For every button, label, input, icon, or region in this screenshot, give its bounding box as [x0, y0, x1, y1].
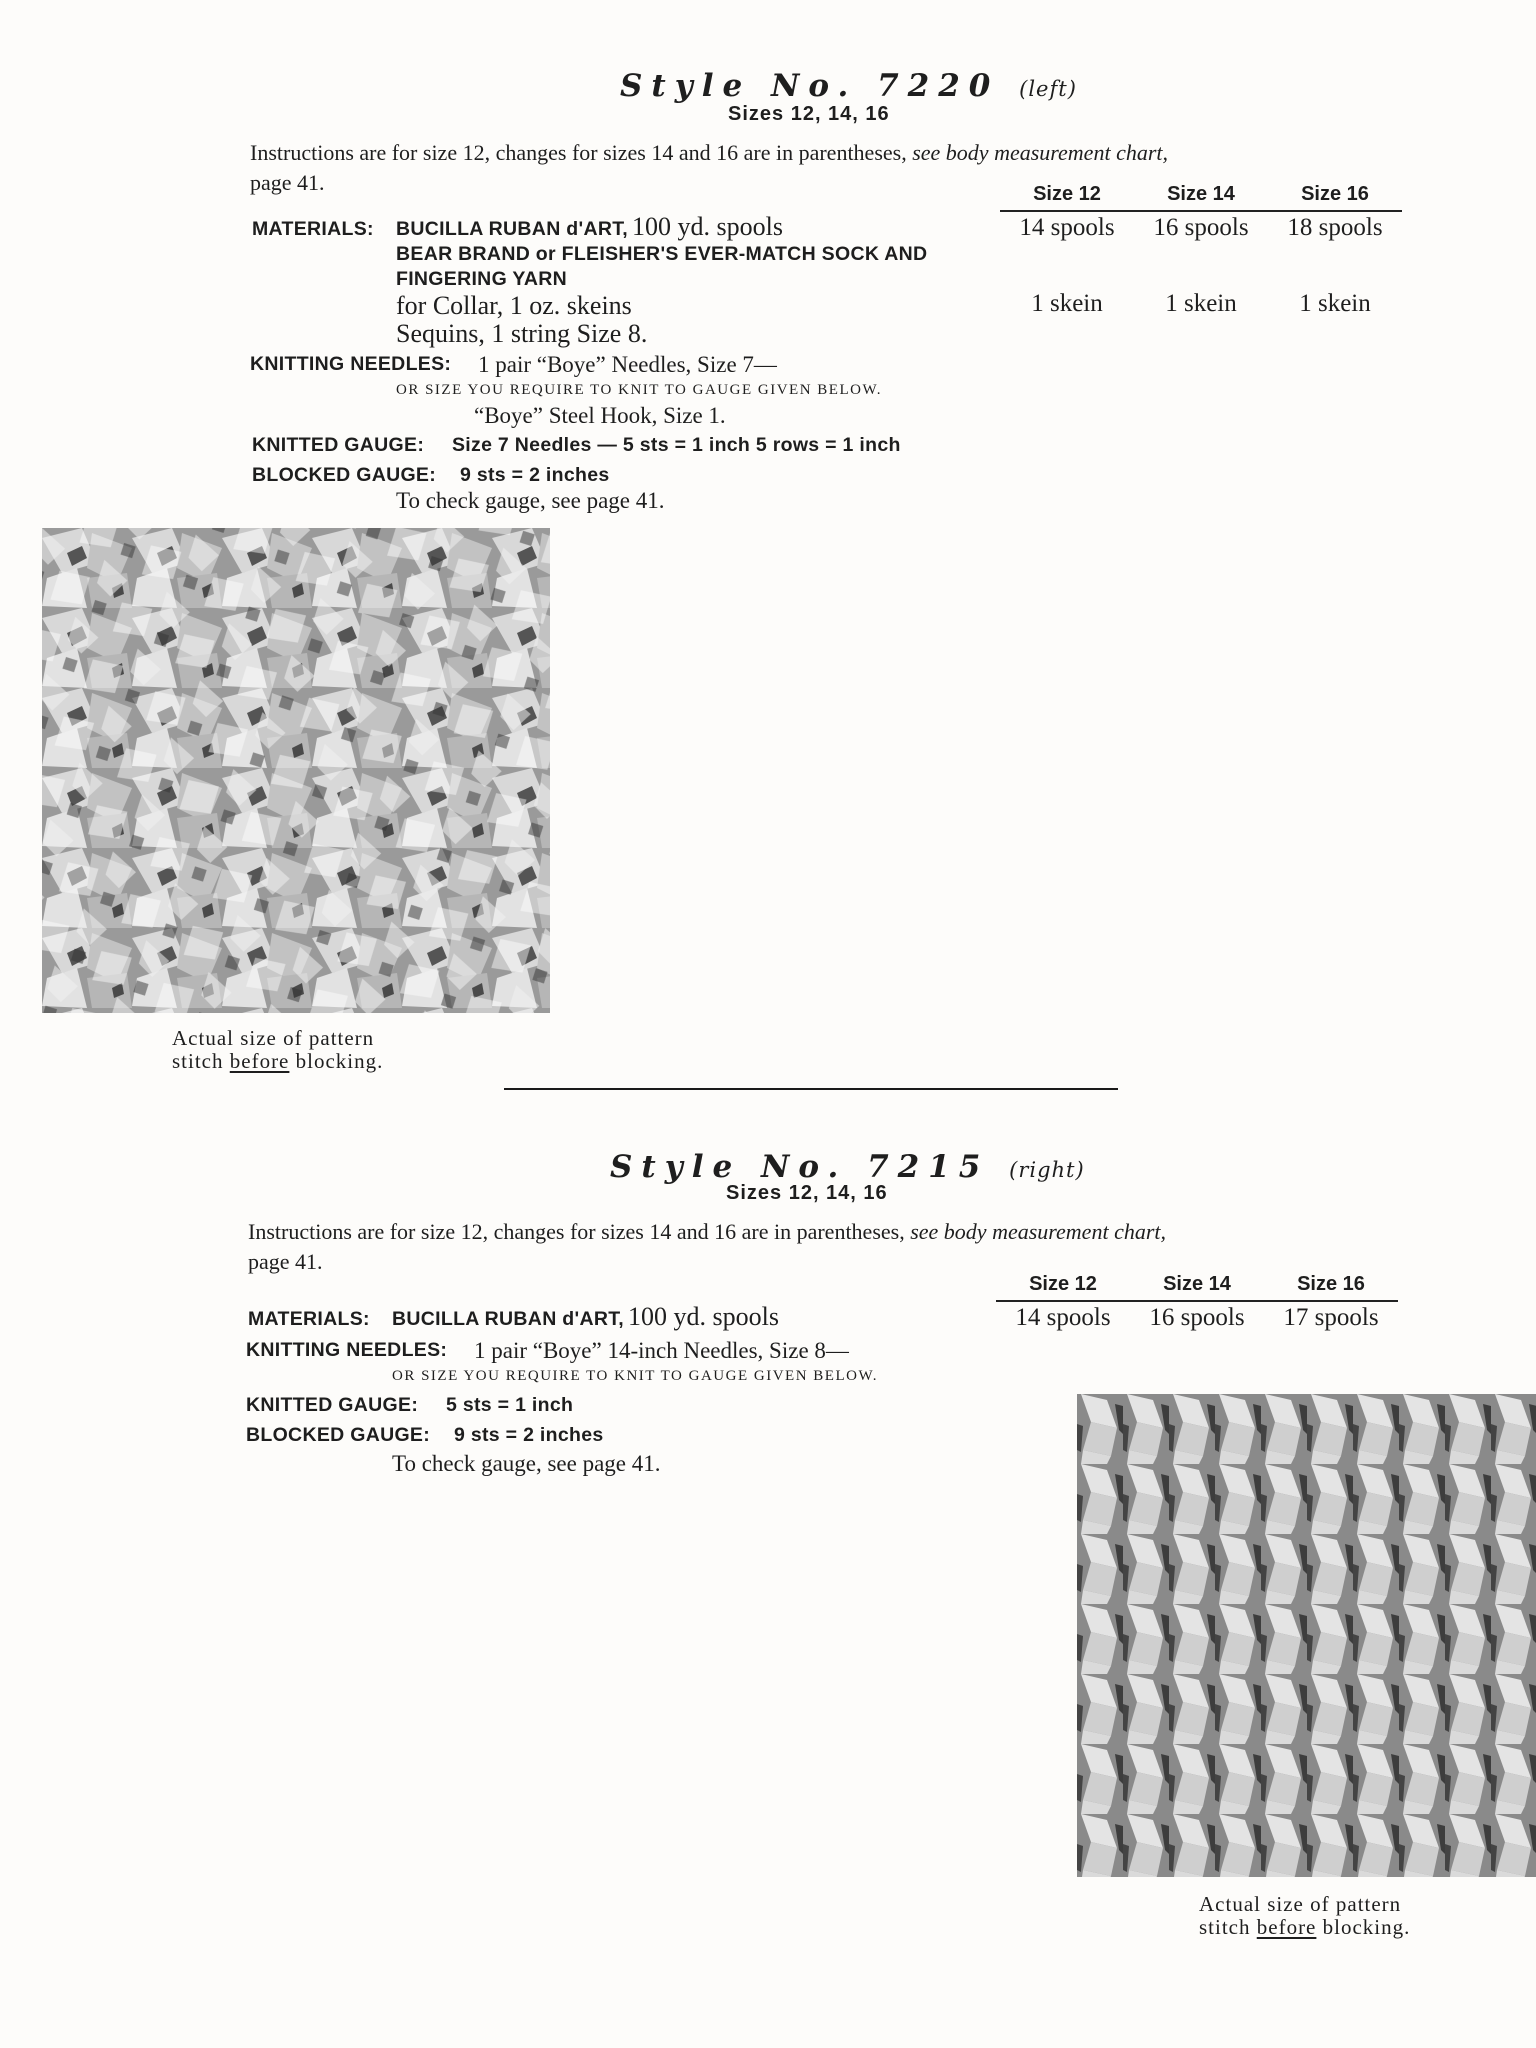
ribbon-texture-crumpled-icon	[42, 528, 550, 1013]
chart-header-size-16: Size 16	[1301, 183, 1369, 205]
chart-header-size-16: Size 16	[1297, 1273, 1365, 1295]
knitted-gauge-value: 5 sts = 1 inch	[446, 1394, 574, 1416]
caption-underlined: before	[229, 1049, 290, 1073]
needles-note: OR SIZE YOU REQUIRE TO KNIT TO GAUGE GIVEN BELOW.	[396, 382, 882, 398]
caption-line1: Actual size of pattern	[172, 1026, 375, 1050]
materials-brand: BUCILLA RUBAN d'ART,	[396, 218, 628, 240]
chart-cell: 1 skein	[1299, 290, 1371, 317]
caption-line2	[1199, 1916, 1410, 1939]
blocked-gauge-label: BLOCKED GAUGE:	[252, 464, 437, 486]
caption-pre: stitch	[172, 1049, 230, 1073]
steel-hook: “Boye” Steel Hook, Size 1.	[474, 403, 726, 428]
intro-text: Instructions are for size 12, changes for sizes 14 and 16 are in parentheses,	[250, 140, 913, 165]
materials-label: MATERIALS:	[252, 218, 374, 240]
needles-note: OR SIZE YOU REQUIRE TO KNIT TO GAUGE GIVEN BELOW.	[392, 1368, 878, 1384]
materials-ribbon	[392, 1302, 779, 1332]
chart-cell: 16 spools	[1149, 1304, 1245, 1331]
intro-page-ref: page 41.	[250, 170, 325, 195]
style-7215-title	[610, 1149, 1085, 1185]
chart-cell: 1 skein	[1165, 290, 1237, 317]
style-7220-title	[620, 68, 1077, 104]
chart-cell: 17 spools	[1283, 1304, 1379, 1331]
style-7220-size-chart	[1000, 183, 1402, 318]
chart-header-row	[1000, 183, 1402, 212]
intro-text: Instructions are for size 12, changes for sizes 14 and 16 are in parentheses,	[248, 1219, 911, 1244]
style-7220-sizes: Sizes 12, 14, 16	[728, 103, 890, 125]
knitted-gauge-label: KNITTED GAUGE:	[252, 434, 425, 456]
style-7215-size-chart	[996, 1273, 1398, 1332]
materials-ribbon	[396, 212, 783, 242]
chart-cell: 1 skein	[1031, 290, 1103, 317]
blocked-gauge-value: 9 sts = 2 inches	[454, 1424, 604, 1446]
materials-yarn-line2: FINGERING YARN	[396, 268, 568, 290]
style-7215-side-tag: (right)	[1009, 1158, 1085, 1182]
materials-label: MATERIALS:	[248, 1308, 370, 1330]
materials-spools: 100 yd. spools	[631, 212, 783, 241]
needles-value: 1 pair “Boye” Needles, Size 7—	[478, 352, 777, 377]
materials-sequins: Sequins, 1 string Size 8.	[396, 319, 648, 348]
style-7215-intro	[248, 1217, 1448, 1277]
chart-row-spools	[996, 1304, 1398, 1332]
chart-row-spools	[1000, 214, 1402, 242]
style-7215-number: Style No. 7215	[610, 1149, 990, 1185]
chart-cell: 16 spools	[1153, 214, 1249, 241]
blocked-gauge-label: BLOCKED GAUGE:	[246, 1424, 431, 1446]
intro-italic-text: see body measurement chart,	[912, 140, 1169, 165]
chart-cell: 18 spools	[1287, 214, 1383, 241]
materials-yarn-line1: BEAR BRAND or FLEISHER'S EVER-MATCH SOCK AND	[396, 243, 928, 265]
intro-italic-text: see body measurement chart,	[910, 1219, 1167, 1244]
materials-collar: for Collar, 1 oz. skeins	[396, 291, 632, 320]
chart-header-size-14: Size 14	[1167, 183, 1235, 205]
chart-cell: 14 spools	[1019, 214, 1115, 241]
stitch-photo-7220	[42, 528, 550, 1013]
chart-header-size-12: Size 12	[1029, 1273, 1097, 1295]
caption-line2	[172, 1050, 383, 1073]
stitch-photo-7215	[1077, 1394, 1536, 1877]
ribbon-texture-twisted-icon	[1077, 1394, 1536, 1877]
chart-header-size-12: Size 12	[1033, 183, 1101, 205]
intro-page-ref: page 41.	[248, 1249, 323, 1274]
chart-cell: 14 spools	[1015, 1304, 1111, 1331]
caption-pre: stitch	[1199, 1915, 1257, 1939]
chart-header-size-14: Size 14	[1163, 1273, 1231, 1295]
materials-brand: BUCILLA RUBAN d'ART,	[392, 1308, 624, 1330]
blocked-gauge-value: 9 sts = 2 inches	[460, 464, 610, 486]
section-divider	[504, 1088, 1118, 1090]
caption-line1: Actual size of pattern	[1199, 1892, 1402, 1916]
knitted-gauge-label: KNITTED GAUGE:	[246, 1394, 419, 1416]
knitted-gauge-value: Size 7 Needles — 5 sts = 1 inch 5 rows = 1 inch	[452, 434, 901, 456]
style-7220-number: Style No. 7220	[620, 68, 1000, 104]
materials-spools: 100 yd. spools	[627, 1302, 779, 1331]
caption-7220	[172, 1027, 383, 1073]
chart-row-skeins	[1000, 290, 1402, 318]
needles-value: 1 pair “Boye” 14-inch Needles, Size 8—	[474, 1338, 849, 1363]
needles-label: KNITTING NEEDLES:	[250, 353, 452, 375]
check-gauge: To check gauge, see page 41.	[392, 1451, 661, 1476]
caption-underlined: before	[1256, 1915, 1317, 1939]
needles-label: KNITTING NEEDLES:	[246, 1339, 448, 1361]
caption-post: blocking.	[289, 1049, 384, 1073]
caption-7215	[1199, 1893, 1410, 1939]
caption-post: blocking.	[1316, 1915, 1411, 1939]
check-gauge: To check gauge, see page 41.	[396, 488, 665, 513]
chart-header-row	[996, 1273, 1398, 1302]
style-7220-side-tag: (left)	[1019, 77, 1077, 101]
style-7215-sizes: Sizes 12, 14, 16	[726, 1182, 888, 1204]
